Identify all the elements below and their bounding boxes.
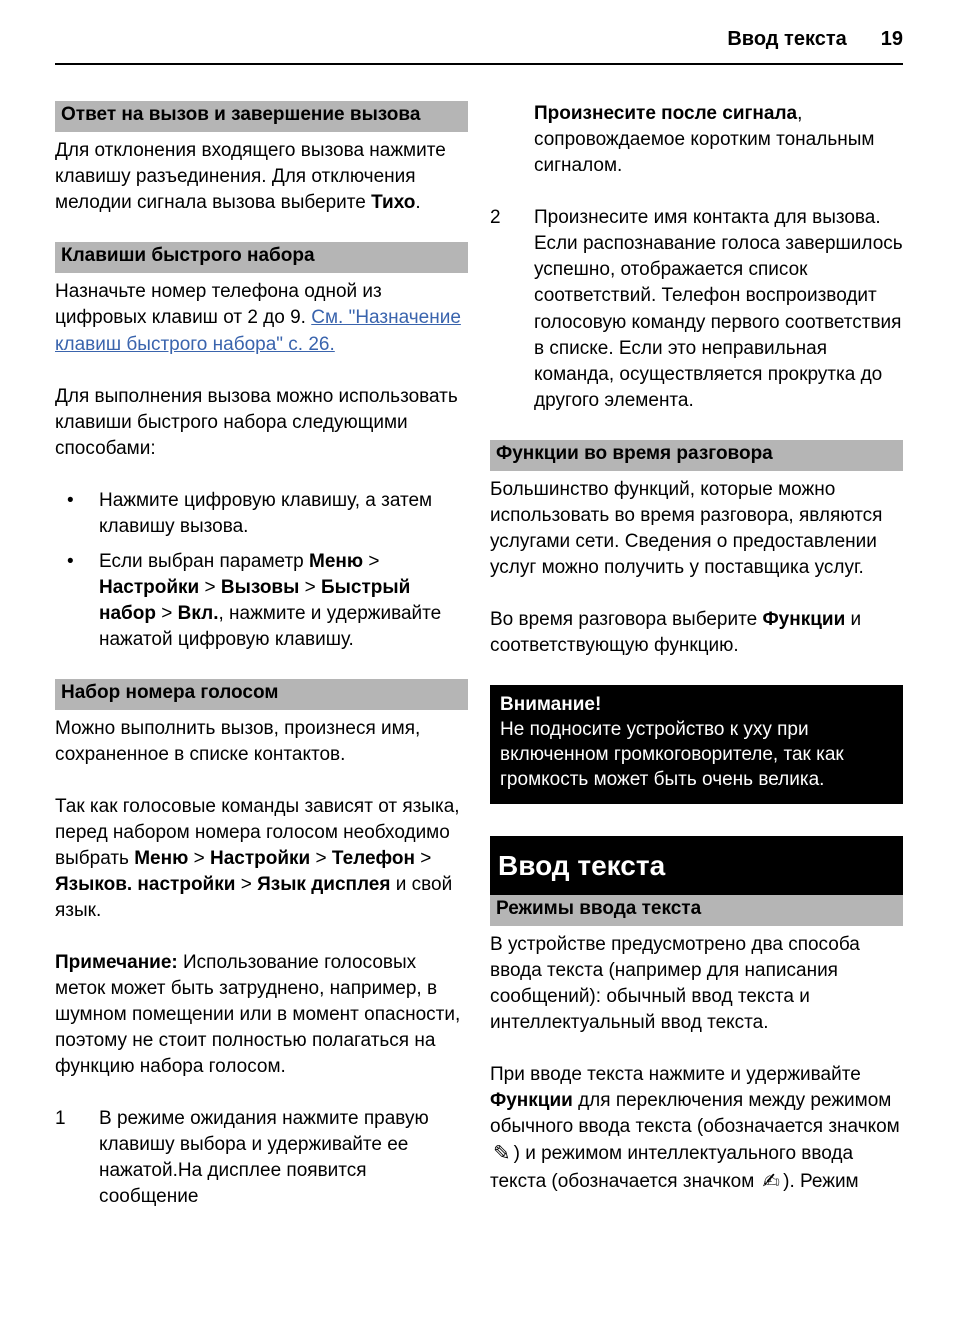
predictive-text-mode-icon: ✍ [762, 1170, 781, 1194]
section-heading: Клавиши быстрого набора [55, 242, 468, 273]
text-run: Для отклонения входящего вызова нажмите клавишу разъединения. Для отключения мелодии сигнала вызова выберите [55, 140, 446, 214]
text-run: Можно выполнить вызов, произнеся имя, сохраненное в списке контактов. [55, 717, 421, 765]
text-run: и свой язык. [55, 873, 453, 921]
text-run: > [156, 602, 178, 624]
bullet-list [55, 488, 468, 653]
text-run: и соответствующую функцию. [490, 608, 862, 656]
text-run: При вводе текста нажмите и удерживайте [490, 1063, 861, 1085]
text-run: Функции [490, 1089, 573, 1111]
text-run: Нажмите цифровую клавишу, а затем клавишу вызова. [99, 489, 433, 537]
bullet-marker: • [67, 489, 74, 511]
paragraph [55, 384, 468, 462]
cross-reference-link[interactable]: См. "Назначение клавиш быстрого набора" с. 26. [55, 307, 461, 355]
right-column [490, 101, 903, 1236]
text-run: Настройки [99, 576, 200, 598]
paragraph [55, 138, 468, 216]
bullet-marker: • [67, 550, 74, 572]
text-run: Если выбран параметр [99, 550, 310, 572]
bullet-item [55, 488, 468, 540]
step-text [99, 1106, 468, 1210]
section-heading: Ответ на вызов и завершение вызова [55, 101, 468, 132]
paragraph [55, 279, 468, 357]
text-run: Так как голосовые команды зависят от языка, перед набором номера голосом необходимо выбрать [55, 795, 460, 869]
text-run: Примечание: [55, 951, 178, 973]
text-run: > [188, 847, 210, 869]
left-column [55, 101, 468, 1236]
text-run: , сопровождаемое коротким тональным сигналом. [534, 103, 875, 177]
page-header [55, 26, 903, 65]
text-run: Большинство функций, которые можно использовать во время разговора, являются услугами сети. Сведения о предоставлении услуг можно получить у поставщика услуг. [490, 478, 883, 578]
text-run: Использование голосовых меток может быть затруднено, например, в шумном помещении или в момент опасности, поэтому не стоит полностью полагаться на функцию набора голосом. [55, 951, 461, 1077]
text-run: Произнесите имя контакта для вызова. Если распознавание голоса завершилось успешно, отображается список соответствий. Телефон воспроизводит голосовую команду первого соответствия в списке. Если это неправильная команда, осуществляется прокрутка до другого элемента. [534, 207, 903, 411]
section-heading: Функции во время разговора [490, 440, 903, 471]
text-run: > [299, 576, 321, 598]
text-run: Телефон [331, 847, 415, 869]
text-run: Язык дисплея [257, 873, 391, 895]
text-run: > [363, 550, 380, 572]
step-number: 1 [55, 1107, 66, 1129]
bullet-item [55, 549, 468, 653]
text-run: Произнесите после сигнала [534, 103, 798, 125]
paragraph [490, 932, 903, 1036]
step-text [534, 205, 903, 413]
text-run: Быстрый набор [99, 576, 411, 624]
text-run: Тихо [371, 192, 416, 214]
text-run: Во время разговора выберите [490, 608, 763, 630]
plain-text-mode-icon: ✎ [493, 1141, 511, 1165]
step-number: 2 [490, 207, 501, 229]
text-run: , нажмите и удерживайте нажатой цифровую клавишу. [99, 602, 442, 650]
chapter-title: Ввод текста [490, 836, 903, 895]
text-run: > [414, 847, 432, 869]
section-heading: Набор номера голосом [55, 679, 468, 710]
paragraph [490, 607, 903, 659]
text-run: Меню [134, 847, 189, 869]
text-run: Назначьте номер телефона одной из цифровых клавиш от 2 до 9. [55, 281, 382, 329]
text-run: ) и режимом интеллектуального ввода текста (обозначается значком [490, 1142, 854, 1193]
text-run: Для выполнения вызова можно использовать клавиши быстрого набора следующими способами: [55, 385, 458, 459]
text-run: для переключения между режимом обычного ввода текста (обозначается значком [490, 1089, 900, 1137]
text-run: Языков. настройки [55, 873, 236, 895]
paragraph [55, 794, 468, 924]
numbered-step [55, 1106, 468, 1210]
paragraph [490, 477, 903, 581]
paragraph [490, 101, 903, 179]
paragraph [55, 950, 468, 1080]
header-page-number: 19 [880, 28, 903, 50]
text-run: > [310, 847, 332, 869]
warning-text: Не подносите устройство к уху при включенном громкоговорителе, так как громкость может быть очень велика. [500, 718, 844, 791]
text-run: Меню [309, 550, 364, 572]
header-chapter-title: Ввод текста [727, 28, 847, 50]
warning-box [490, 685, 903, 804]
text-run: > [199, 576, 221, 598]
paragraph [490, 1062, 903, 1198]
section-heading: Режимы ввода текста [490, 895, 903, 926]
paragraph [55, 716, 468, 768]
text-run: В устройстве предусмотрено два способа ввода текста (например для написания сообщений): обычный ввод текста и интеллектуальный ввод текста. [490, 933, 860, 1033]
text-run: > [235, 873, 258, 895]
text-run: Вкл. [177, 602, 219, 624]
warning-title: Внимание! [500, 693, 602, 715]
numbered-step [490, 205, 903, 413]
content [55, 101, 903, 1236]
text-run: В режиме ожидания нажмите правую клавишу выбора и удерживайте ее нажатой.На дисплее появится сообщение [99, 1107, 429, 1207]
text-run: Настройки [210, 847, 311, 869]
text-run: . [415, 192, 421, 214]
text-run: ). Режим [783, 1171, 859, 1193]
text-run: Функции [762, 608, 846, 630]
text-run: Вызовы [220, 576, 300, 598]
